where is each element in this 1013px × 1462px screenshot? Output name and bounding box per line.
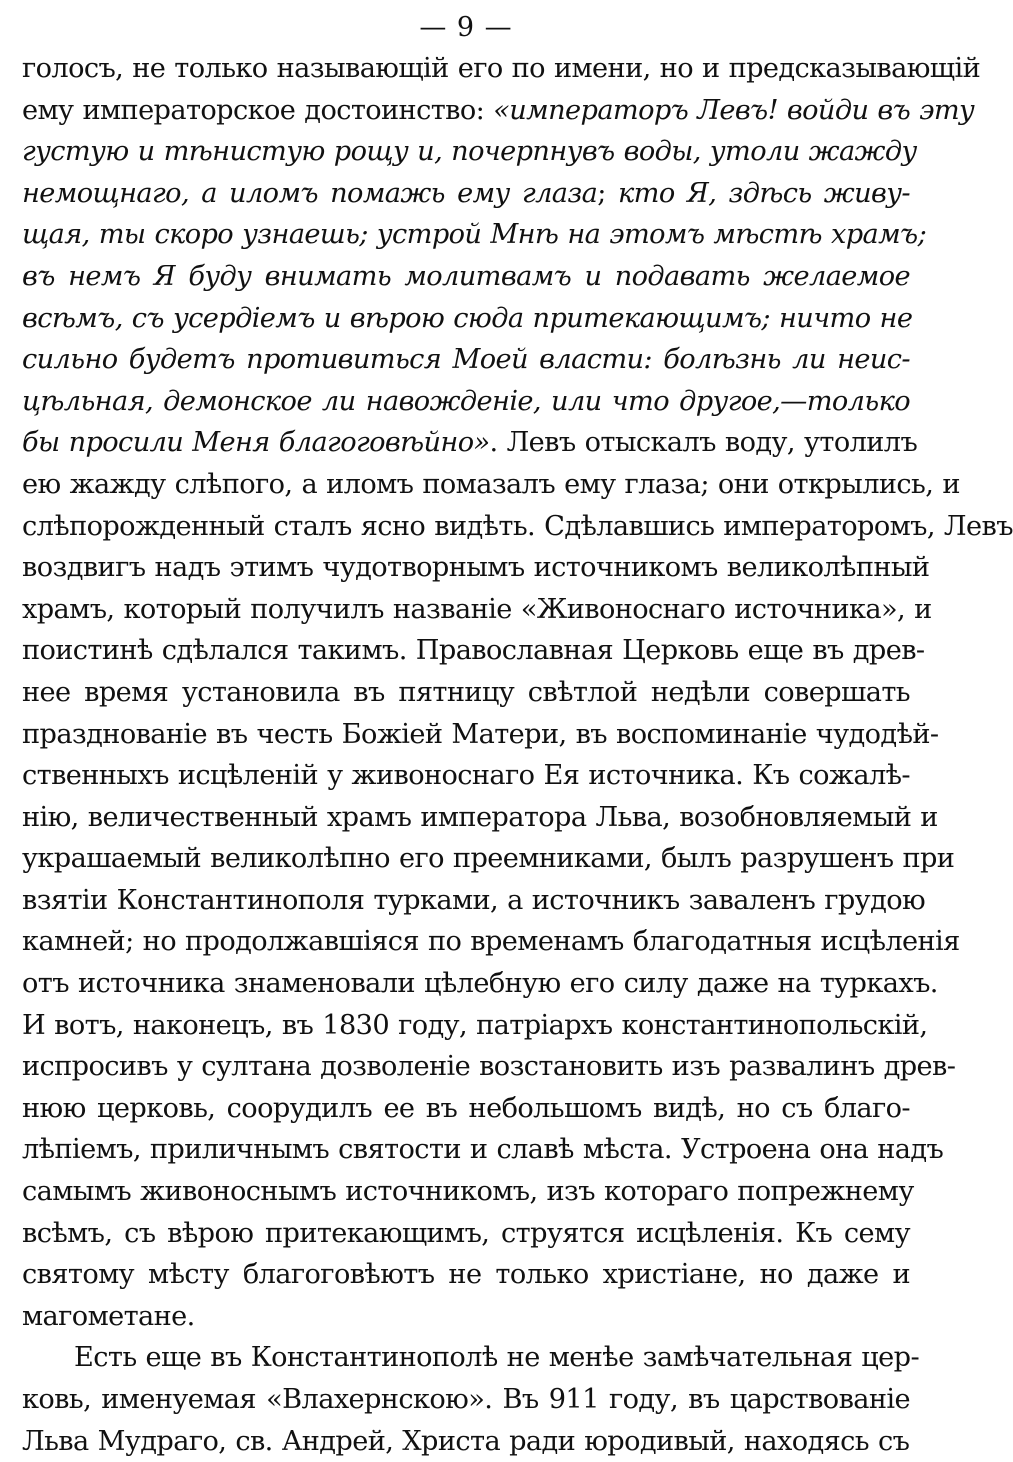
italic-text-run: въ немъ Я буду внимать молитвамъ и подавать желаемое	[22, 260, 910, 292]
text-line	[22, 1046, 956, 1088]
page-number: — 9 —	[419, 12, 513, 43]
text-line	[22, 298, 913, 340]
text-line	[22, 714, 939, 756]
text-run: ею жажду слѣпого, а иломъ помазалъ ему глаза; они открылись, и	[22, 468, 960, 500]
text-line	[22, 1254, 910, 1296]
paragraph	[22, 1337, 920, 1462]
text-line	[22, 464, 960, 506]
text-line	[22, 1213, 910, 1255]
text-line	[22, 1379, 910, 1421]
text-line	[22, 589, 932, 631]
text-line	[22, 339, 910, 381]
text-line	[22, 422, 918, 464]
text-run: ственныхъ исцѣленій у живоноснаго Ея источника. Къ сожалѣ-	[22, 760, 910, 792]
text-line	[22, 1337, 920, 1379]
italic-text-run: «императоръ Левъ! войди въ эту	[493, 94, 975, 126]
text-run: отъ источника знаменовали цѣлебную его силу даже на туркахъ.	[22, 968, 938, 1000]
body-text	[22, 48, 1013, 1462]
text-run: воздвигъ надъ этимъ чудотворнымъ источникомъ великолѣпный	[22, 552, 930, 584]
text-line	[22, 921, 960, 963]
text-run: ковь, именуемая «Влахернскою». Въ 911 году, въ царствованіе	[22, 1384, 910, 1415]
text-line	[22, 381, 910, 423]
italic-text-run: сильно будетъ противиться Моей власти: болѣзнь ли неис-	[22, 344, 910, 376]
text-line	[22, 173, 910, 215]
text-line	[22, 797, 938, 839]
text-run: ;	[597, 177, 619, 209]
text-run: Есть еще въ Константинополѣ не менѣе замѣчательная цер-	[74, 1342, 920, 1374]
text-run: нію, величественный храмъ императора Льва, возобновляемый и	[22, 801, 938, 833]
text-run: камней; но продолжавшіяся по временамъ благодатныя исцѣленія	[22, 926, 960, 958]
text-run: голосъ, не только называющій его по имени, но и предсказывающій	[22, 53, 981, 84]
text-run: храмъ, который получилъ названіе «Живоноснаго источника», и	[22, 593, 932, 625]
text-run: всѣмъ, съ вѣрою притекающимъ, струятся исцѣленія. Къ сему	[22, 1217, 910, 1249]
text-line	[22, 838, 955, 880]
text-line	[22, 131, 917, 173]
text-run: празднованіе въ честь Божіей Матери, въ воспоминаніе чудодѣй-	[22, 718, 939, 750]
text-run: самымъ живоноснымъ источникомъ, изъ котораго попрежнему	[22, 1176, 914, 1208]
text-run: поистинѣ сдѣлался такимъ. Православная Церковь еще въ древ-	[22, 635, 925, 667]
text-line	[22, 963, 938, 1005]
text-line	[22, 1421, 910, 1462]
italic-text-run: кто Я, здѣсь живу-	[618, 177, 910, 209]
text-run: . Левъ отыскалъ воду, утолилъ	[489, 427, 918, 459]
italic-text-run: густую и тѣнистую рощу и, почерпнувъ воды, утоли жажду	[22, 136, 917, 168]
text-line	[22, 90, 975, 132]
text-run: магометане.	[22, 1300, 195, 1332]
text-line	[22, 547, 930, 589]
text-line	[22, 630, 925, 672]
text-line	[22, 256, 910, 298]
text-run: испросивъ у султана дозволеніе возстановить изъ развалинъ древ-	[22, 1051, 956, 1083]
text-line	[22, 880, 926, 922]
italic-text-run: немощнаго, а иломъ помажь ему глаза	[22, 177, 598, 209]
text-run: нюю церковь, соорудилъ ее въ небольшомъ видѣ, но съ благо-	[22, 1092, 910, 1124]
text-line	[22, 1088, 910, 1130]
text-run: слѣпорожденный сталъ ясно видѣть. Сдѣлавшись императоромъ, Левъ	[22, 510, 1013, 542]
italic-text-run: щая, ты скоро узнаешь; устрой Мнѣ на этомъ мѣстѣ храмъ;	[22, 219, 927, 251]
text-line	[22, 1129, 944, 1171]
text-line	[22, 1296, 910, 1338]
text-line	[22, 755, 910, 797]
text-line	[22, 506, 1013, 548]
text-line	[22, 1005, 928, 1047]
text-line	[22, 48, 981, 90]
text-run: взятіи Константинополя турками, а источникъ заваленъ грудою	[22, 884, 926, 916]
paragraph	[22, 48, 1013, 1337]
text-run: святому мѣсту благоговѣютъ не только христіане, но даже и	[22, 1259, 910, 1291]
text-run: ему императорское достоинство:	[22, 94, 494, 126]
italic-text-run: всѣмъ, съ усердіемъ и вѣрою сюда притекающимъ; ничто не	[22, 302, 913, 334]
italic-text-run: бы просили Меня благоговѣйно»	[22, 427, 490, 459]
text-run: лѣпіемъ, приличнымъ святости и славѣ мѣста. Устроена она надъ	[22, 1134, 944, 1166]
text-run: Льва Мудраго, св. Андрей, Христа ради юродивый, находясь съ	[22, 1425, 910, 1457]
text-run: украшаемый великолѣпно его преемниками, былъ разрушенъ при	[22, 843, 955, 875]
text-line	[22, 1171, 914, 1213]
italic-text-run: цѣльная, демонское ли навожденіе, или что другое,—только	[22, 385, 910, 417]
text-line	[22, 214, 927, 256]
text-run: И вотъ, наконецъ, въ 1830 году, патріархъ константинопольскій,	[22, 1009, 928, 1041]
text-line	[22, 672, 910, 714]
text-run: нее время установила въ пятницу свѣтлой недѣли совершать	[22, 676, 910, 708]
